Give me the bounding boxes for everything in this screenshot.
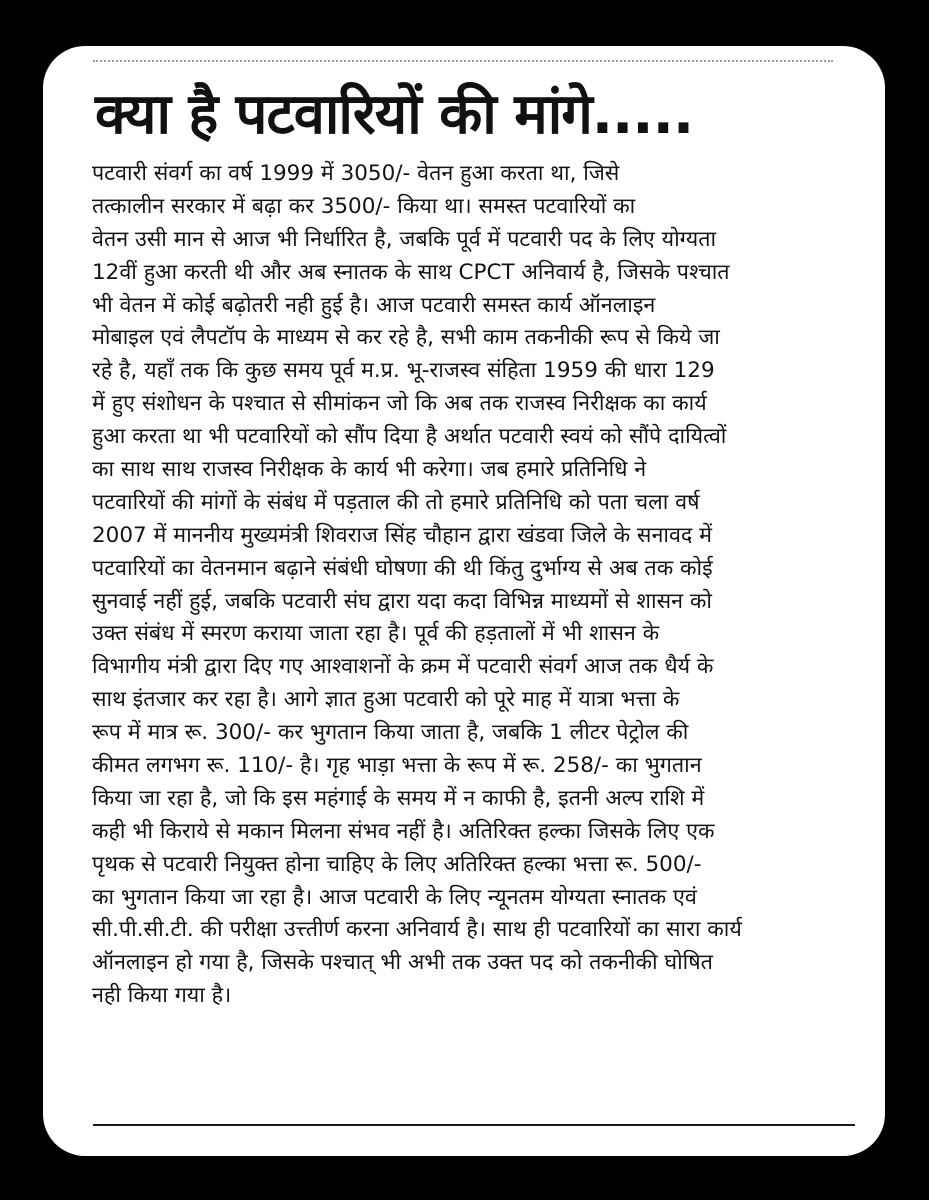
bottom-rule: [93, 1124, 855, 1126]
article-line: किया जा रहा है, जो कि इस महंगाई के समय में न काफी है, इतनी अल्प राशि में: [92, 785, 705, 811]
article-line: विभागीय मंत्री द्वारा दिए गए आश्वाशनों के क्रम में पटवारी संवर्ग आज तक धैर्य के: [92, 654, 714, 680]
article-body: [92, 158, 852, 1013]
article-line: कही भी किराये से मकान मिलना संभव नहीं है। अतिरिक्त हल्का जिसके लिए एक: [92, 818, 715, 844]
article-line: मोबाइल एवं लैपटॉप के माध्यम से कर रहे है, सभी काम तकनीकी रूप से किये जा: [92, 325, 720, 351]
article-line: भी वेतन में कोई बढ़ोतरी नही हुई है। आज पटवारी समस्त कार्य ऑनलाइन: [92, 292, 656, 318]
article-line: उक्त संबंध में स्मरण कराया जाता रहा है। पूर्व की हड़तालों में भी शासन के: [92, 621, 660, 647]
article-line: रूप में मात्र रू. 300/- कर भुगतान किया जाता है, जबकि 1 लीटर पेट्रोल की: [92, 720, 689, 746]
headline: क्या है पटवारियों की मांगे.....: [95, 82, 694, 147]
newspaper-clipping: [43, 46, 885, 1156]
article-line: का भुगतान किया जा रहा है। आज पटवारी के लिए न्यूनतम योग्यता स्नातक एवं: [92, 884, 697, 910]
article-line: 2007 में माननीय मुख्यमंत्री शिवराज सिंह चौहान द्वारा खंडवा जिले के सनावद में: [92, 522, 713, 548]
article-line: तत्कालीन सरकार में बढ़ा कर 3500/- किया था। समस्त पटवारियों का: [92, 193, 636, 219]
article-line: पटवारी संवर्ग का वर्ष 1999 में 3050/- वेतन हुआ करता था, जिसे: [92, 161, 620, 186]
article-line: सी.पी.सी.टी. की परीक्षा उत्त्तीर्ण करना अनिवार्य है। साथ ही पटवारियों का सारा कार्य: [92, 917, 742, 943]
top-rule: [93, 60, 833, 62]
article-line: कीमत लगभग रू. 110/- है। गृह भाड़ा भत्ता के रूप में रू. 258/- का भुगतान: [92, 753, 702, 779]
article-line: में हुए संशोधन के पश्चात से सीमांकन जो कि अब तक राजस्व निरीक्षक का कार्य: [92, 391, 707, 417]
article-line: रहे है, यहाँ तक कि कुछ समय पूर्व म.प्र. भू-राजस्व संहिता 1959 की धारा 129: [92, 358, 715, 384]
article-line: का साथ साथ राजस्व निरीक्षक के कार्य भी करेगा। जब हमारे प्रतिनिधि ने: [92, 457, 647, 483]
article-line: सुनवाई नहीं हुई, जबकि पटवारी संघ द्वारा यदा कदा विभिन्न माध्यमों से शासन को: [92, 588, 712, 614]
article-line: वेतन उसी मान से आज भी निर्धारित है, जबकि पूर्व में पटवारी पद के लिए योग्यता: [92, 226, 717, 252]
article-line: साथ इंतजार कर रहा है। आगे ज्ञात हुआ पटवारी को पूरे माह में यात्रा भत्ता के: [92, 687, 680, 713]
article-line: पटवारियों का वेतनमान बढ़ाने संबंधी घोषणा की थी किंतु दुर्भाग्य से अब तक कोई: [92, 555, 713, 581]
article-line: पटवारियों की मांगों के संबंध में पड़ताल की तो हमारे प्रतिनिधि को पता चला वर्ष: [92, 489, 700, 515]
article-line: हुआ करता था भी पटवारियों को सौंप दिया है अर्थात पटवारी स्वयं को सौंपे दायित्वों: [92, 424, 727, 450]
article-line: पृथक से पटवारी नियुक्त होना चाहिए के लिए अतिरिक्त हल्का भत्ता रू. 500/-: [92, 851, 702, 877]
article-line: ऑनलाइन हो गया है, जिसके पश्चात् भी अभी तक उक्त पद को तकनीकी घोषित: [92, 950, 713, 976]
article-line: नही किया गया है।: [92, 983, 232, 1009]
article-line: 12वीं हुआ करती थी और अब स्नातक के साथ CPCT अनिवार्य है, जिसके पश्चात: [92, 259, 730, 285]
